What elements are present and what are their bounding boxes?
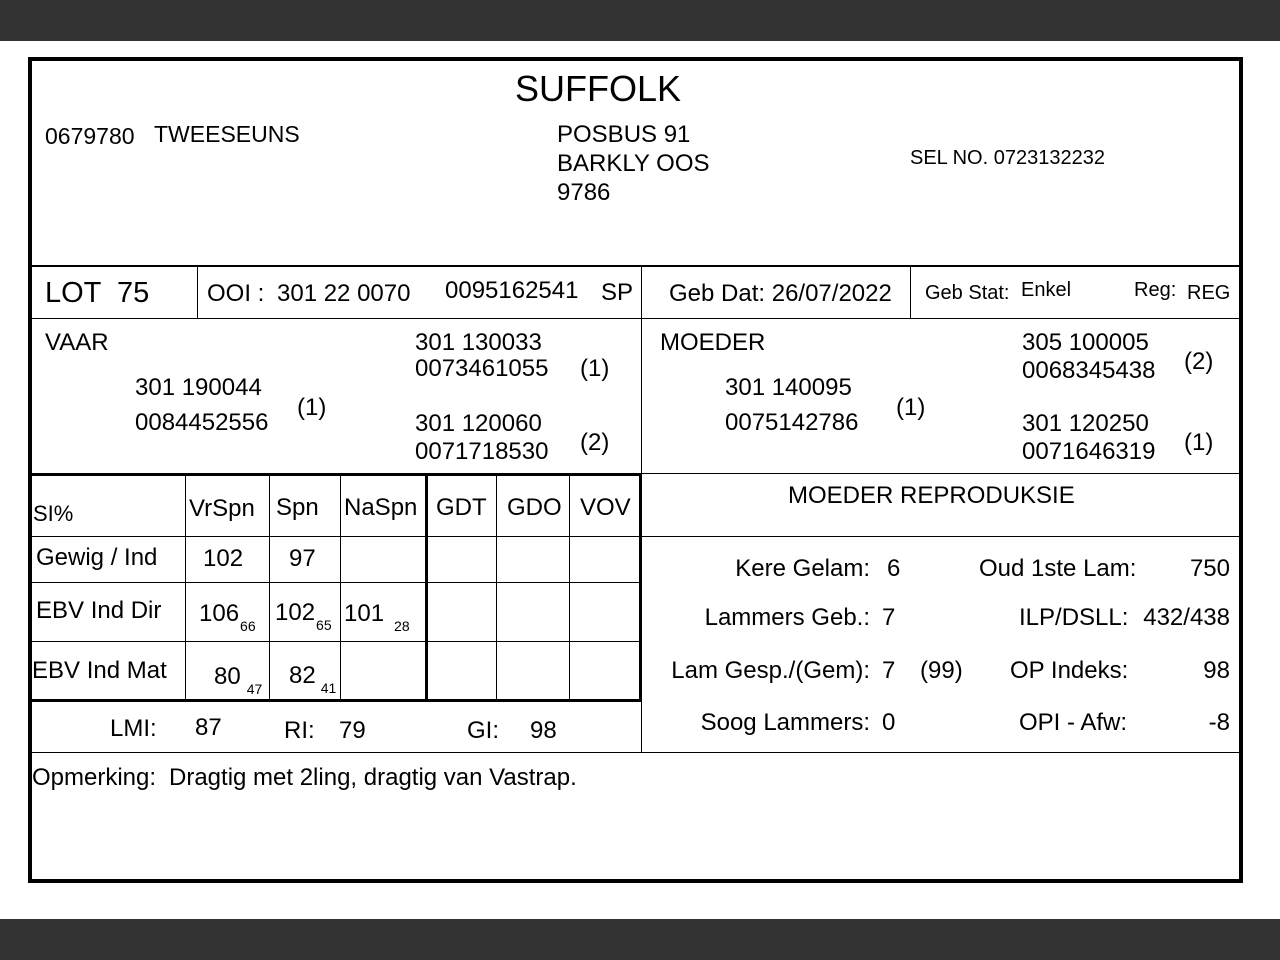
ooi-id-number: 0095162541 xyxy=(445,277,579,304)
row-label-ebv-dir: EBV Ind Dir xyxy=(36,597,162,624)
divider-lot-row xyxy=(32,318,1239,319)
ebv-dir-spn: $102_{65}$ xyxy=(275,599,332,633)
ebv-dir-vrspn: $106_{66}$ xyxy=(199,600,256,634)
dam-sire-number: 305 100005 xyxy=(1022,329,1149,356)
birth-status-label: Geb Stat: xyxy=(925,282,1010,304)
divider-indices xyxy=(32,752,1239,753)
lambs-weaned-average: (99) xyxy=(920,657,963,684)
sire-dam-tag: (2) xyxy=(580,429,610,456)
dam-sire-tag: (2) xyxy=(1184,348,1214,375)
divider-header xyxy=(32,265,1239,267)
dam-dam-tag: (1) xyxy=(1184,429,1214,456)
divider-row-2 xyxy=(32,641,642,642)
age-first-lamb-value: 750 xyxy=(1189,555,1230,582)
divider-table-bottom xyxy=(32,699,642,702)
ebv-dir-naspn-accuracy: 28 xyxy=(394,618,410,634)
divider-lot-cell xyxy=(197,266,198,319)
address-line-1: POSBUS 91 xyxy=(557,121,691,148)
card-border-bottom xyxy=(28,879,1242,883)
col-header-gdo: GDO xyxy=(507,494,562,521)
dam-dam-number: 301 120250 xyxy=(1022,410,1149,437)
address-line-2: BARKLY OOS xyxy=(557,150,710,177)
lambs-born-value: 7 xyxy=(882,604,896,631)
ebv-dir-vrspn-accuracy: 66 xyxy=(240,618,256,634)
sire-tag: (1) xyxy=(297,394,327,421)
ilp-label: ILP/DSLL: xyxy=(1019,604,1129,631)
sire-sire-id: 0073461055 xyxy=(415,355,549,382)
col-header-si: SI% xyxy=(33,501,74,526)
gi-label: GI: xyxy=(467,717,500,744)
reproduction-title: MOEDER REPRODUKSIE xyxy=(788,482,1075,509)
sire-sire-number: 301 130033 xyxy=(415,329,542,356)
col-header-gdt: GDT xyxy=(436,494,487,521)
col-header-naspn: NaSpn xyxy=(344,494,418,521)
birth-date: Geb Dat: 26/07/2022 xyxy=(669,280,892,307)
ebv-mat-vrspn-accuracy: 47 xyxy=(246,681,263,697)
opi-deviation-label: OPI - Afw: xyxy=(1019,709,1128,736)
reg-label: Reg: xyxy=(1134,279,1177,301)
ebv-mat-spn-accuracy: 41 xyxy=(320,680,337,696)
opi-deviation-value: -8 xyxy=(1208,709,1230,736)
dam-id: 0075142786 xyxy=(725,409,859,436)
phone-number: SEL NO. 0723132232 xyxy=(910,147,1105,169)
ebv-dir-spn-accuracy: 65 xyxy=(316,617,332,633)
divider-geb-stat xyxy=(910,266,911,319)
sire-label: VAAR xyxy=(45,329,109,356)
dam-tag: (1) xyxy=(896,394,926,421)
dam-label: MOEDER xyxy=(660,329,766,356)
row-label-gewig: Gewig / Ind xyxy=(36,544,158,571)
times-lambed-label: Kere Gelam: xyxy=(735,555,870,582)
sire-sire-tag: (1) xyxy=(580,355,610,382)
op-index-label: OP Indeks: xyxy=(1010,657,1129,684)
address-line-3: 9786 xyxy=(557,179,611,206)
ebv-mat-vrspn: 80 $_{47}$ xyxy=(214,663,263,697)
times-lambed-value: 6 xyxy=(887,555,901,582)
col-header-vrspn: VrSpn xyxy=(189,495,255,522)
col-header-spn: Spn xyxy=(276,494,319,521)
lmi-label: LMI: xyxy=(110,715,157,742)
ooi-class: SP xyxy=(601,279,634,306)
ebv-dir-naspn: 101 $_{28}$ xyxy=(344,600,410,634)
birth-status-value: Enkel xyxy=(1021,279,1072,301)
dam-dam-id: 0071646319 xyxy=(1022,438,1156,465)
ri-value: 79 xyxy=(339,717,366,744)
op-index-value: 98 xyxy=(1203,657,1230,684)
divider-pedigree-right xyxy=(642,473,1239,474)
divider-col-naspn xyxy=(425,474,428,701)
divider-col-gdt xyxy=(496,474,497,701)
divider-col-vrspn xyxy=(269,474,270,701)
divider-col-spn xyxy=(340,474,341,701)
remarks-label: Opmerking: xyxy=(32,764,157,791)
bottom-border-bar xyxy=(0,919,1280,960)
card-border-top xyxy=(28,57,1242,61)
divider-row-1 xyxy=(32,582,642,583)
sire-id: 0084452556 xyxy=(135,409,269,436)
lambs-suckling-value: 0 xyxy=(882,709,896,736)
top-border-bar xyxy=(0,0,1280,41)
col-header-vov: VOV xyxy=(580,494,631,521)
ri-label: RI: xyxy=(284,717,315,744)
divider-pedigree xyxy=(32,473,642,476)
breeder-code: 0679780 xyxy=(45,123,135,149)
farm-name: TWEESEUNS xyxy=(154,121,300,147)
gi-value: 98 xyxy=(530,717,557,744)
lambs-weaned-label: Lam Gesp./(Gem): xyxy=(671,657,870,684)
row-label-ebv-mat: EBV Ind Mat xyxy=(32,657,167,684)
gewig-spn: 97 xyxy=(289,545,316,572)
lambs-suckling-label: Soog Lammers: xyxy=(700,709,870,736)
sire-number: 301 190044 xyxy=(135,374,262,401)
ebv-mat-spn: 82 $_{41}$ xyxy=(289,662,337,696)
reg-value: REG xyxy=(1187,282,1231,304)
age-first-lamb-label: Oud 1ste Lam: xyxy=(979,555,1137,582)
lambs-weaned-value: 7 xyxy=(882,657,896,684)
dam-number: 301 140095 xyxy=(725,374,852,401)
lambs-born-label: Lammers Geb.: xyxy=(704,604,870,631)
lmi-value: 87 xyxy=(195,714,222,741)
card-border-left xyxy=(28,57,32,883)
divider-col-si xyxy=(185,474,186,701)
dam-sire-id: 0068345438 xyxy=(1022,357,1156,384)
sire-dam-id: 0071718530 xyxy=(415,438,549,465)
remarks-text: Dragtig met 2ling, dragtig van Vastrap. xyxy=(169,764,577,791)
lot-number: LOT 75 xyxy=(45,277,150,309)
divider-table-header xyxy=(32,536,1239,537)
breed-title: SUFFOLK xyxy=(515,68,682,109)
divider-col-gdo xyxy=(569,474,570,701)
card-border-right xyxy=(1239,57,1243,883)
gewig-vrspn: 102 xyxy=(203,545,244,572)
ooi-label: OOI : xyxy=(207,280,265,307)
ilp-value: 432/438 xyxy=(1143,604,1230,631)
ooi-number: 301 22 0070 xyxy=(277,280,411,307)
sire-dam-number: 301 120060 xyxy=(415,410,542,437)
